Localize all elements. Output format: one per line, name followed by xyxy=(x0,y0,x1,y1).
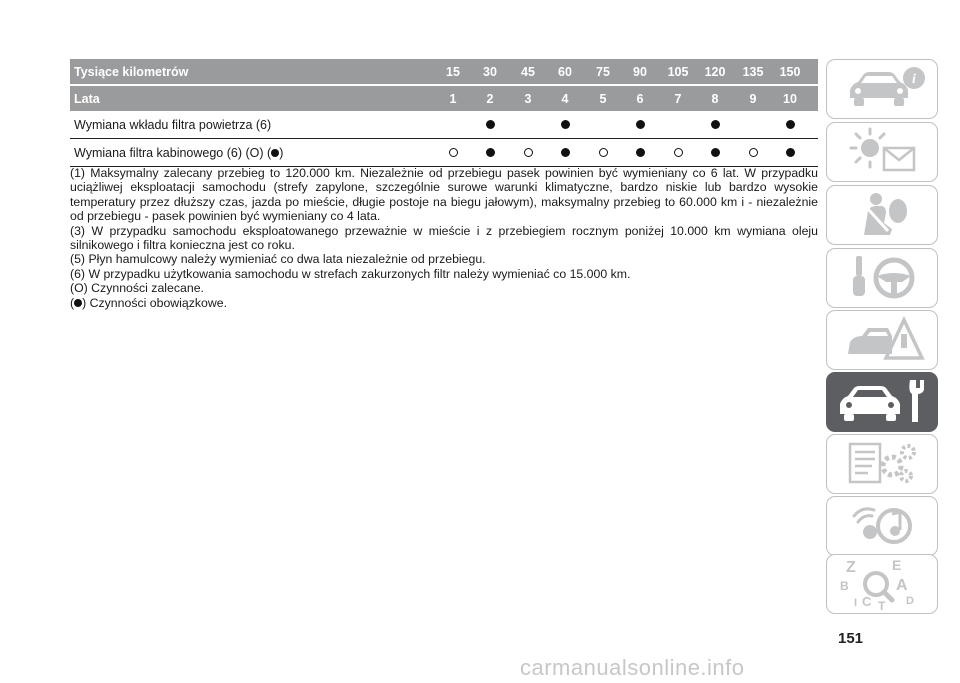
multimedia-music-icon xyxy=(834,500,930,552)
km-cell: 135 xyxy=(742,65,764,79)
year-cell: 10 xyxy=(783,92,797,106)
emergency-road-icon xyxy=(834,314,930,366)
km-cell: 45 xyxy=(521,65,535,79)
year-cell: 4 xyxy=(561,92,569,106)
footnotes xyxy=(70,166,818,310)
index-letter: A xyxy=(896,577,908,594)
seatbelt-airbag-icon xyxy=(834,189,930,241)
watermark: carmanualsonline.info xyxy=(520,655,745,680)
header-label-years: Lata xyxy=(74,91,100,106)
page-number: 151 xyxy=(838,630,864,647)
tab-safety[interactable] xyxy=(826,185,938,245)
footnote-required: ( ) Czynności obowiązkowe. xyxy=(70,295,228,310)
recommended-circle-icon xyxy=(509,147,547,160)
km-cell: 105 xyxy=(667,65,689,79)
mandatory-dot-icon xyxy=(546,119,584,132)
header-row-kilometers xyxy=(70,59,818,84)
mandatory-dot-icon xyxy=(771,147,809,160)
footnote: (5) Płyn hamulcowy należy wymieniać co dwa lata niezależnie od przebiegu. xyxy=(70,252,486,267)
km-cell: 75 xyxy=(596,65,610,79)
index-letter: D xyxy=(906,595,914,607)
tab-maintenance[interactable] xyxy=(826,372,938,432)
year-cell: 3 xyxy=(524,92,532,106)
footnote: (6) W przypadku użytkowania samochodu w strefach zakurzonych filtr należy wymieniać co 15.000 km. xyxy=(70,266,631,281)
header-label-kilometers: Tysiące kilometrów xyxy=(74,64,189,79)
year-cell: 9 xyxy=(749,92,757,106)
mandatory-dot-icon xyxy=(771,119,809,132)
warning-lights-message-icon xyxy=(834,126,930,178)
tab-starting-driving[interactable] xyxy=(826,248,938,308)
mandatory-dot-icon xyxy=(546,147,584,160)
year-cell: 7 xyxy=(674,92,682,106)
row-label: Wymiana wkładu filtra powietrza (6) xyxy=(74,117,272,132)
mandatory-dot-icon xyxy=(471,119,509,132)
maintenance-schedule-table xyxy=(70,59,818,167)
index-letter: C xyxy=(862,594,872,609)
index-letter: E xyxy=(892,557,902,573)
recommended-circle-icon xyxy=(584,147,622,160)
svg-text:i: i xyxy=(912,72,916,87)
recommended-circle-icon xyxy=(659,147,697,160)
km-cell: 60 xyxy=(558,65,572,79)
car-info-icon xyxy=(834,64,930,114)
km-cell: 90 xyxy=(633,65,647,79)
year-cell: 5 xyxy=(599,92,607,106)
alphabetical-index-icon xyxy=(834,556,930,612)
required-dot-icon xyxy=(74,299,82,307)
index-letter: B xyxy=(840,579,849,593)
header-row-years xyxy=(70,86,818,111)
km-cell: 150 xyxy=(779,65,801,79)
tab-emergency[interactable] xyxy=(826,310,938,370)
tab-warning-lights[interactable] xyxy=(826,122,938,182)
recommended-circle-icon xyxy=(734,147,772,160)
footnote: (1) Maksymalny zalecany przebieg to 120.000 km. Niezależnie od przebiegu pasek powinien być wymieniany co 6 lat. W przypadku uciążliwej eksploatacji samochodu (strefy zapylone, szczególnie surowe warunki klimatyczne, bardzo niskie lub bardzo wysokie temperatury przez dłuższy czas, jazda po mieście, długie postoje na biegu jałowym), maksymalny przebieg to 60.000 km i - niezależnie od przebiegu - pasek powinien być wymieniany co 4 lata. xyxy=(70,166,818,224)
index-letter: Z xyxy=(846,559,856,576)
year-cell: 6 xyxy=(636,92,644,106)
tab-multimedia[interactable] xyxy=(826,496,938,556)
required-dot-icon xyxy=(271,149,279,157)
mandatory-dot-icon xyxy=(696,147,734,160)
technical-data-gear-icon xyxy=(834,438,930,490)
year-cell: 8 xyxy=(711,92,719,106)
index-letter: I xyxy=(854,597,858,609)
year-cell: 2 xyxy=(486,92,494,106)
tab-index[interactable] xyxy=(826,554,938,614)
mandatory-dot-icon xyxy=(621,147,659,160)
mandatory-dot-icon xyxy=(696,119,734,132)
row-label: Wymiana filtra kabinowego (6) (O) ( ) xyxy=(74,145,284,160)
footnote: (3) W przypadku samochodu eksploatowanego przeważnie w mieście i z przebiegiem rocznym poniżej 10.000 km wymiana oleju silnikowego i filtra konieczna jest co roku. xyxy=(70,223,818,253)
mandatory-dot-icon xyxy=(621,119,659,132)
tab-technical-data[interactable] xyxy=(826,434,938,494)
recommended-circle-icon xyxy=(434,147,472,160)
footnote: (O) Czynności zalecane. xyxy=(70,281,204,296)
index-letter: T xyxy=(878,599,886,612)
key-steering-wheel-icon xyxy=(834,252,930,304)
mandatory-dot-icon xyxy=(471,147,509,160)
km-cell: 30 xyxy=(483,65,497,79)
km-cell: 15 xyxy=(446,65,460,79)
year-cell: 1 xyxy=(449,92,457,106)
car-maintenance-wrench-icon xyxy=(834,376,930,428)
table-row-cabin-filter xyxy=(70,139,818,167)
km-cell: 120 xyxy=(704,65,726,79)
tab-car-info[interactable] xyxy=(826,59,938,119)
table-row-air-filter xyxy=(70,111,818,139)
